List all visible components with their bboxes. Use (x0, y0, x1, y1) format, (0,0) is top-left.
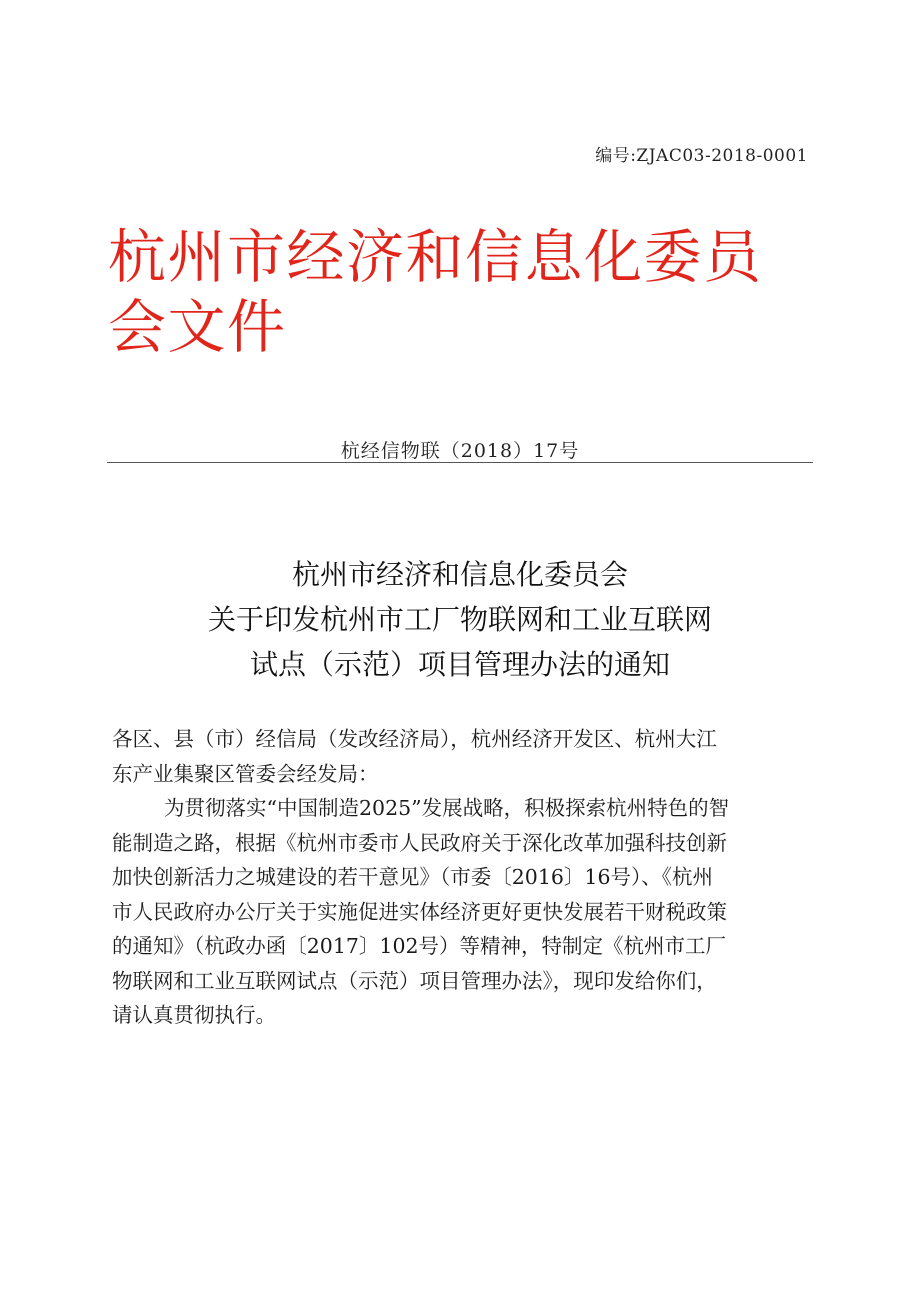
org-title-line-2: 会文件 (108, 293, 287, 361)
header-divider (107, 462, 813, 463)
salutation-line-2: 东产业集聚区管委会经发局： (112, 761, 379, 786)
notice-title-line-1: 杭州市经济和信息化委员会 (291, 558, 628, 591)
salutation-line-1: 各区、县（市）经信局（发改经济局），杭州经济开发区、杭州大江 (112, 727, 717, 751)
paragraph-line-6: 物联网和工业互联网试点（示范）项目管理办法》，现印发给你们， (112, 968, 717, 993)
paragraph-line-2: 能制造之路，根据《杭州市委市人民政府关于深化改革加强科技创新 (112, 830, 727, 855)
paragraph-line-3: 加快创新活力之城建设的若干意见》（市委〔2016〕16号）、《杭州 (112, 865, 714, 889)
notice-title-line-3: 试点（示范）项目管理办法的通知 (249, 648, 670, 681)
issuing-organization-title (108, 222, 828, 362)
org-title-line-1: 杭州市经济和信息化委员 (108, 223, 763, 291)
paragraph-line-7: 请认真贯彻执行。 (112, 1003, 276, 1027)
paragraph-line-1: 为贯彻落实“中国制造2025”发展战略，积极探索杭州特色的智 (164, 796, 730, 820)
document-number: 杭经信物联（2018）17号 (340, 440, 580, 462)
notice-title (108, 552, 812, 687)
paragraph-line-5: 的通知》（杭政办函〔2017〕102号）等精神，特制定《杭州市工厂 (112, 934, 727, 958)
notice-body (112, 722, 812, 1033)
paragraph-line-4: 市人民政府办公厅关于实施促进实体经济更好更快发展若干财税政策 (112, 899, 727, 924)
serial-number: 编号:ZJAC03-2018-0001 (595, 146, 808, 166)
notice-title-line-2: 关于印发杭州市工厂物联网和工业互联网 (207, 603, 712, 636)
